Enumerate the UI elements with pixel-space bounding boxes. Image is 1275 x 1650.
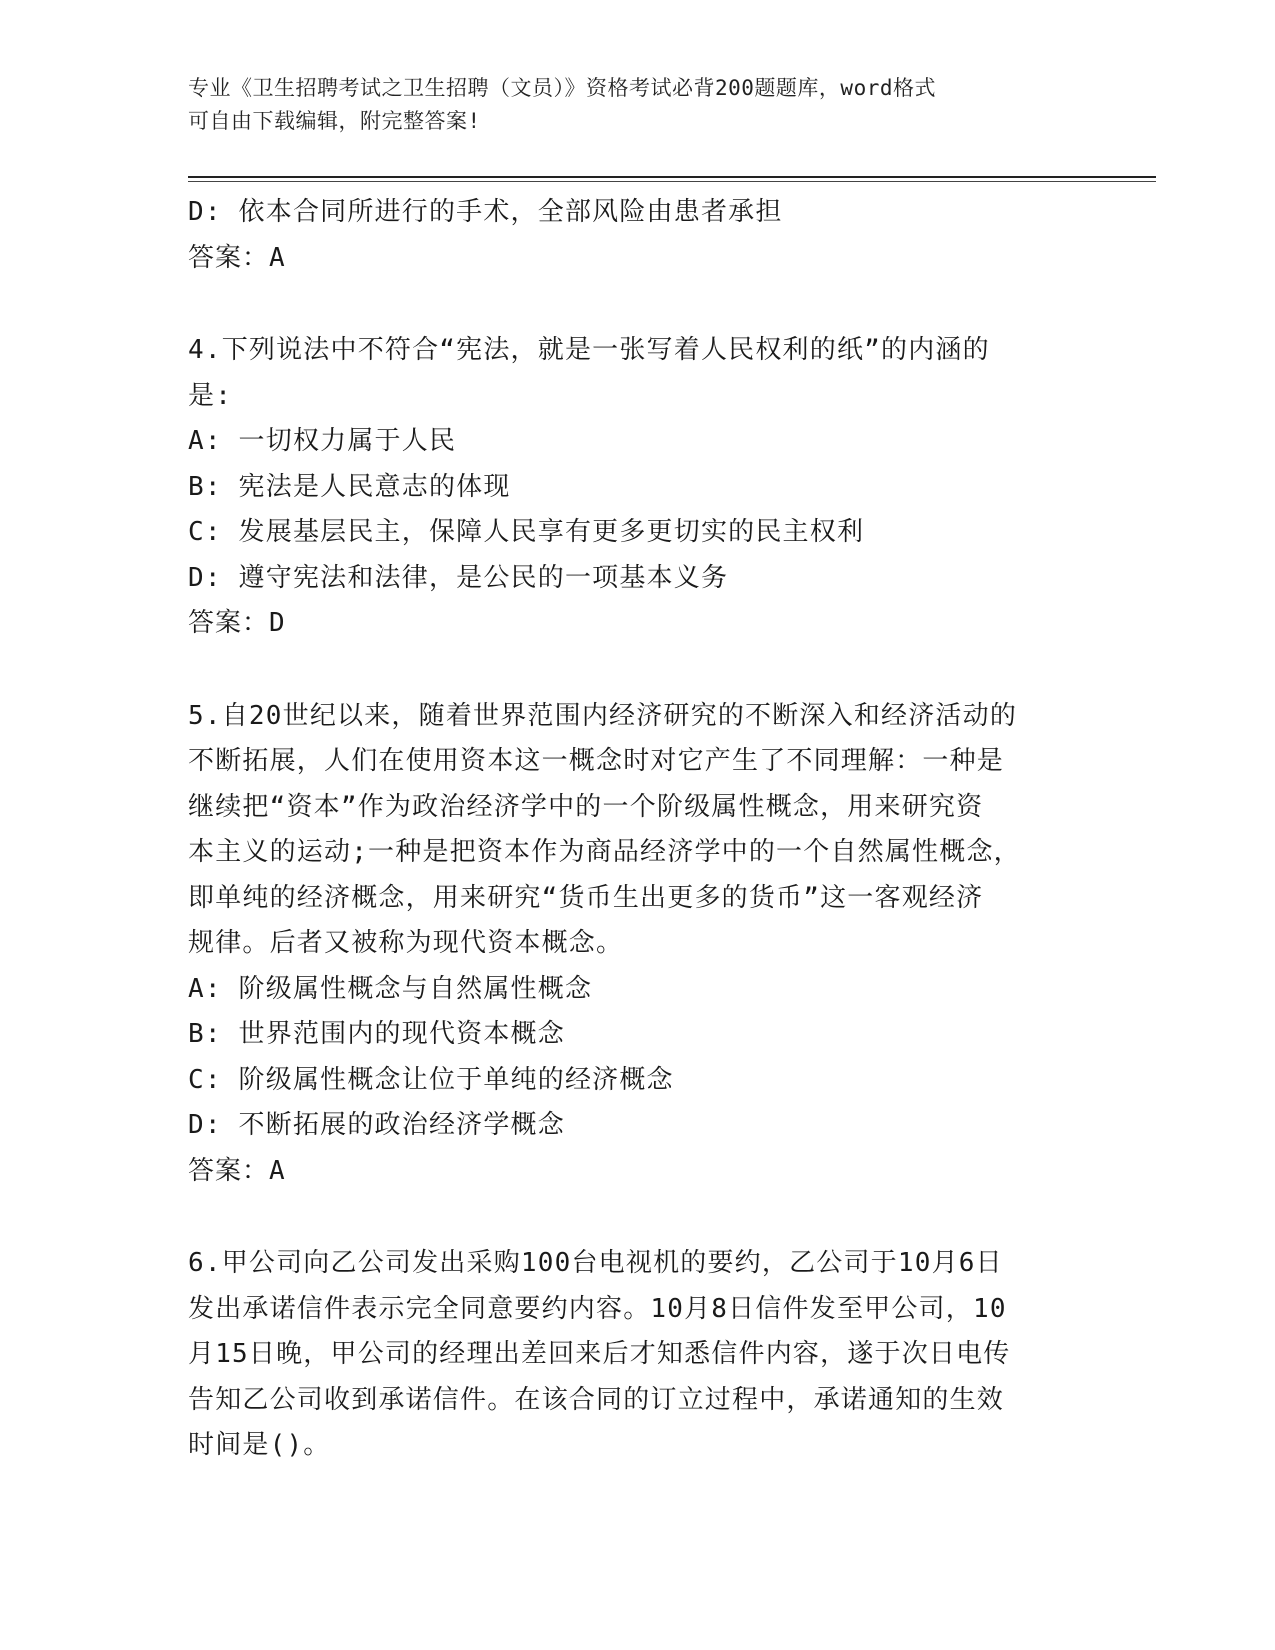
header-title-line-2: 可自由下载编辑，附完整答案! [188,109,481,133]
answer-line [188,1149,1088,1195]
question-stem-line: 6.甲公司向乙公司发出采购100台电视机的要约，乙公司于10月6日 [188,1248,1003,1278]
question-stem-line: 不断拓展，人们在使用资本这一概念时对它产生了不同理解：一种是 [188,746,1005,776]
answer-label: 答案： [188,1155,270,1186]
answer-line [188,601,1088,647]
option-c: C: 阶级属性概念让位于单纯的经济概念 [188,1064,674,1095]
answer-value: A [269,242,286,273]
question-stem-line: 月15日晚，甲公司的经理出差回来后才知悉信件内容，遂于次日电传 [188,1339,1011,1369]
option-d: D: 不断拓展的政治经济学概念 [188,1110,565,1140]
question-stem-line: 是: [188,380,233,411]
answer-label: 答案： [188,608,270,638]
question-stem-line: 本主义的运动;一种是把资本作为商品经济学中的一个自然属性概念， [188,837,1021,867]
header-divider-thin [188,181,1156,182]
header-title-line-1: 专业《卫生招聘考试之卫生招聘（文员）》资格考试必背200题题库，word格式 [188,76,936,100]
option-c: C: 发展基层民主，保障人民享有更多更切实的民主权利 [188,517,865,547]
option-b: B: 世界范围内的现代资本概念 [188,1019,565,1049]
answer-label: 答案： [188,242,270,273]
option-d: D: 依本合同所进行的手术，全部风险由患者承担 [188,197,783,227]
question-5 [188,694,1088,1195]
option-d: D: 遵守宪法和法律，是公民的一项基本义务 [188,562,729,593]
document-body [188,190,1088,1469]
question-stem-line: 时间是()。 [188,1430,331,1460]
question-6 [188,1241,1088,1469]
question-4 [188,328,1088,647]
answer-value: A [269,1155,286,1186]
question-stem-line: 继续把“资本”作为政治经济学中的一个阶级属性概念，用来研究资 [188,791,984,822]
question-stem-line: 5.自20世纪以来，随着世界范围内经济研究的不断深入和经济活动的 [188,700,1018,731]
option-a: A: 阶级属性概念与自然属性概念 [188,973,593,1004]
document-header [188,72,1068,138]
header-divider-thick [188,176,1156,178]
question-stem-line: 规律。后者又被称为现代资本概念。 [188,928,624,958]
question-stem-line: 发出承诺信件表示完全同意要约内容。10月8日信件发至甲公司，10 [188,1293,1007,1324]
question-stem-line: 4.下列说法中不符合“宪法，就是一张写着人民权利的纸”的内涵的 [188,335,990,365]
answer-line [188,236,1088,282]
question-stem-line: 告知乙公司收到承诺信件。在该合同的订立过程中，承诺通知的生效 [188,1384,1005,1415]
question-3-tail [188,190,1088,281]
option-b: B: 宪法是人民意志的体现 [188,471,511,502]
option-a: A: 一切权力属于人民 [188,426,457,456]
answer-value: D [269,608,286,638]
question-stem-line: 即单纯的经济概念，用来研究“货币生出更多的货币”这一客观经济 [188,882,984,913]
